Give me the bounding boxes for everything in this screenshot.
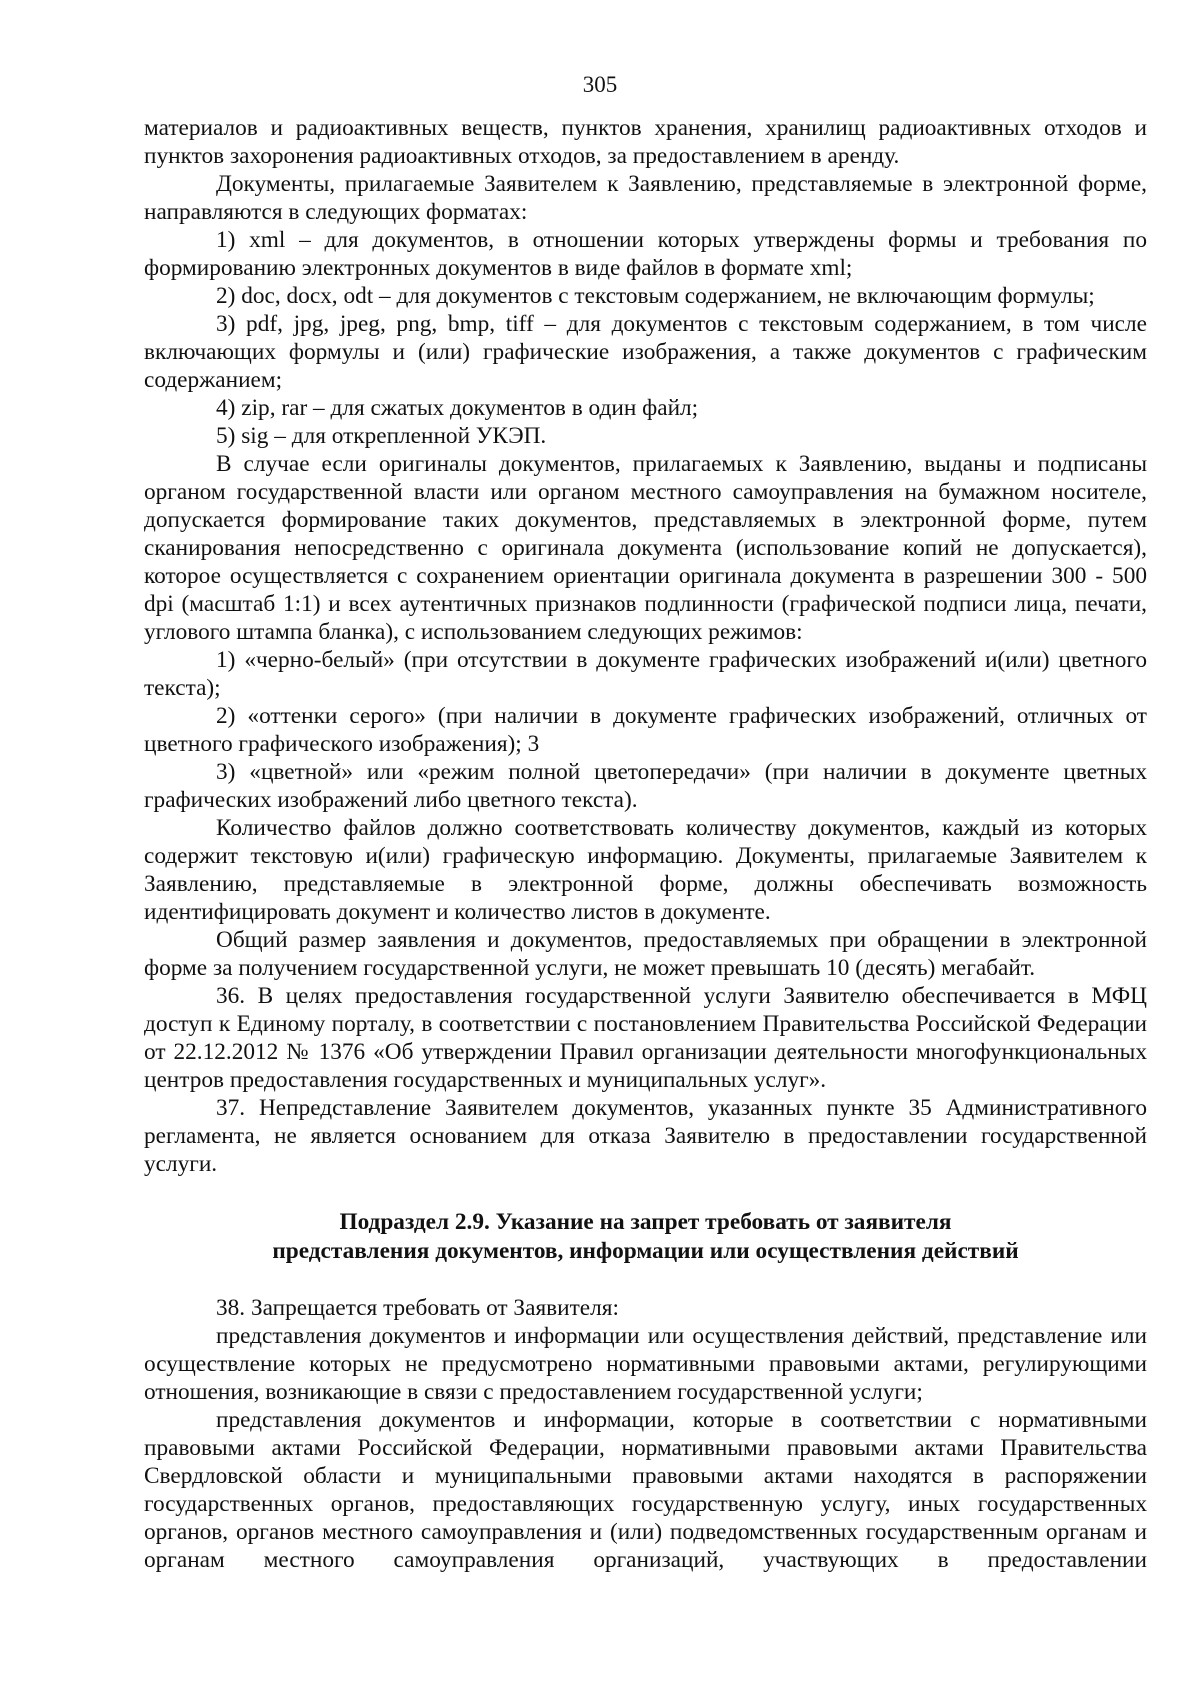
paragraph: представления документов и информации или осуществления действий, представление или осуществление которых не предусмотрено нормативными правовыми актами, регулирующими отношения, возникающие в связи с предоставлением государственной услуги;: [144, 1323, 1147, 1405]
document-body: [144, 114, 1147, 1574]
paragraph: 36. В целях предоставления государственной услуги Заявителю обеспечивается в МФЦ доступ к Единому порталу, в соответствии с постановлением Правительства Российской Федерации от 22.12.2012 № 1376 «Об утверждении Правил организации деятельности многофункциональных центров предоставления государственных и муниципальных услуг».: [144, 983, 1147, 1093]
paragraphs-after: [144, 1294, 1147, 1574]
paragraphs-before: [144, 114, 1147, 1178]
list-item: 4) zip, rar – для сжатых документов в один файл;: [216, 395, 699, 421]
paragraph: 37. Непредставление Заявителем документов, указанных пункте 35 Административного регламента, не является основанием для отказа Заявителю в предоставлении государственной услуги.: [144, 1095, 1147, 1177]
list-item: 3) «цветной» или «режим полной цветопередачи» (при наличии в документе цветных графических изображений либо цветного текста).: [144, 759, 1147, 813]
list-item: 5) sig – для открепленной УКЭП.: [216, 423, 547, 449]
paragraph: Количество файлов должно соответствовать количеству документов, каждый из которых содержит текстовую и(или) графическую информацию. Документы, прилагаемые Заявителем к Заявлению, представляемые в электронной форме, должны обеспечивать возможность идентифицировать документ и количество листов в документе.: [144, 815, 1147, 925]
subsection-heading-line: Подраздел 2.9. Указание на запрет требовать от заявителя: [339, 1209, 952, 1235]
page-number: 305: [582, 72, 618, 97]
paragraph: Общий размер заявления и документов, предоставляемых при обращении в электронной форме за получением государственной услуги, не может превышать 10 (десять) мегабайт.: [144, 927, 1147, 981]
list-item: 2) «оттенки серого» (при наличии в документе графических изображений, отличных от цветного графического изображения); 3: [144, 703, 1147, 757]
paragraph: Документы, прилагаемые Заявителем к Заявлению, представляемые в электронной форме, направляются в следующих форматах:: [144, 171, 1147, 225]
subsection-heading-line: представления документов, информации или осуществления действий: [272, 1238, 1019, 1264]
paragraph: материалов и радиоактивных веществ, пунктов хранения, хранилищ радиоактивных отходов и пунктов захоронения радиоактивных отходов, за предоставлением в аренду.: [144, 115, 1147, 169]
subsection-heading: [144, 1208, 1147, 1266]
list-item: 1) «черно-белый» (при отсутствии в документе графических изображений и(или) цветного текста);: [144, 647, 1147, 701]
list-item: 2) doc, docx, odt – для документов с текстовым содержанием, не включающим формулы;: [216, 283, 1095, 309]
list-item: 3) pdf, jpg, jpeg, png, bmp, tiff – для документов с текстовым содержанием, в том числе включающих формулы и (или) графические изображения, а также документов с графическим содержанием;: [144, 311, 1147, 393]
paragraph: представления документов и информации, которые в соответствии с нормативными правовыми актами Российской Федерации, нормативными правовыми актами Правительства Свердловской области и муниципальными правовыми актами находятся в распоряжении государственных органов, предоставляющих государственную услугу, иных государственных органов, органов местного самоуправления и (или) подведомственных государственным органам и органам местного самоуправления организаций, участвующих в предоставлении: [144, 1407, 1147, 1573]
paragraph: 38. Запрещается требовать от Заявителя:: [216, 1295, 619, 1321]
list-item: 1) xml – для документов, в отношении которых утверждены формы и требования по формированию электронных документов в виде файлов в формате xml;: [144, 227, 1147, 281]
paragraph: В случае если оригиналы документов, прилагаемых к Заявлению, выданы и подписаны органом государственной власти или органом местного самоуправления на бумажном носителе, допускается формирование таких документов, представляемых в электронной форме, путем сканирования непосредственно с оригинала документа (использование копий не допускается), которое осуществляется с сохранением ориентации оригинала документа в разрешении 300 - 500 dpi (масштаб 1:1) и всех аутентичных признаков подлинности (графической подписи лица, печати, углового штампа бланка), с использованием следующих режимов:: [144, 451, 1147, 645]
